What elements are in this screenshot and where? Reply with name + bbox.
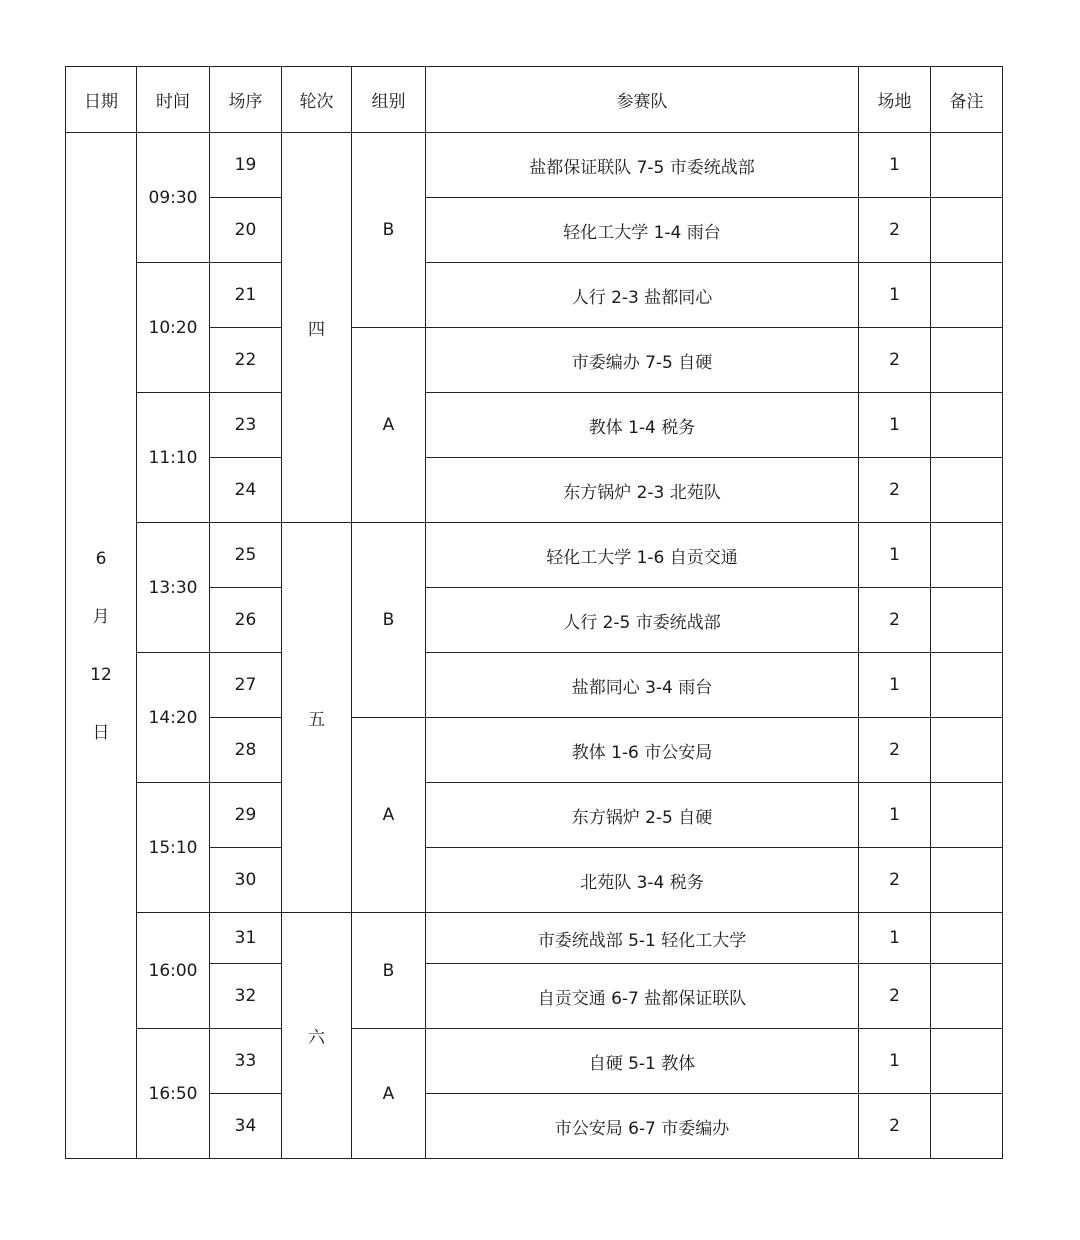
group-cell: B <box>352 133 426 328</box>
group-cell: B <box>352 913 426 1029</box>
match-teams: 盐都同心 3-4 雨台 <box>426 653 859 718</box>
match-note <box>931 913 1003 964</box>
match-field: 2 <box>859 964 931 1029</box>
match-field: 1 <box>859 133 931 198</box>
match-field: 2 <box>859 718 931 783</box>
match-no: 28 <box>210 718 282 783</box>
match-note <box>931 198 1003 263</box>
group-cell: A <box>352 718 426 913</box>
match-teams: 人行 2-3 盐都同心 <box>426 263 859 328</box>
group-cell: A <box>352 328 426 523</box>
match-field: 2 <box>859 588 931 653</box>
round-cell: 五 <box>282 523 352 913</box>
match-no: 26 <box>210 588 282 653</box>
table-row <box>66 653 1003 718</box>
round-cell: 六 <box>282 913 352 1159</box>
time-cell: 16:00 <box>137 913 210 1029</box>
match-teams: 市委统战部 5-1 轻化工大学 <box>426 913 859 964</box>
match-no: 20 <box>210 198 282 263</box>
group-cell: B <box>352 523 426 718</box>
match-note <box>931 263 1003 328</box>
match-teams: 教体 1-6 市公安局 <box>426 718 859 783</box>
time-cell: 15:10 <box>137 783 210 913</box>
match-field: 1 <box>859 1029 931 1094</box>
match-note <box>931 848 1003 913</box>
match-no: 23 <box>210 393 282 458</box>
match-teams: 东方锅炉 2-5 自硬 <box>426 783 859 848</box>
match-field: 1 <box>859 783 931 848</box>
table-row <box>66 263 1003 328</box>
match-note <box>931 393 1003 458</box>
table-row <box>66 913 1003 964</box>
header-teams: 参赛队 <box>426 67 859 133</box>
match-no: 31 <box>210 913 282 964</box>
match-teams: 轻化工大学 1-4 雨台 <box>426 198 859 263</box>
match-field: 2 <box>859 1094 931 1159</box>
match-note <box>931 133 1003 198</box>
time-cell: 11:10 <box>137 393 210 523</box>
group-cell: A <box>352 1029 426 1159</box>
match-no: 29 <box>210 783 282 848</box>
match-field: 2 <box>859 328 931 393</box>
table-row <box>66 1029 1003 1094</box>
match-teams: 盐都保证联队 7-5 市委统战部 <box>426 133 859 198</box>
match-no: 19 <box>210 133 282 198</box>
time-cell: 16:50 <box>137 1029 210 1159</box>
match-no: 21 <box>210 263 282 328</box>
match-note <box>931 523 1003 588</box>
time-cell: 10:20 <box>137 263 210 393</box>
table-row <box>66 783 1003 848</box>
time-cell: 09:30 <box>137 133 210 263</box>
match-teams: 市委编办 7-5 自硬 <box>426 328 859 393</box>
match-teams: 东方锅炉 2-3 北苑队 <box>426 458 859 523</box>
table-row <box>66 133 1003 198</box>
match-no: 33 <box>210 1029 282 1094</box>
match-schedule-table <box>65 66 1003 1159</box>
match-note <box>931 1094 1003 1159</box>
date-day-char: 日 <box>92 722 110 743</box>
match-note <box>931 458 1003 523</box>
match-no: 27 <box>210 653 282 718</box>
header-time: 时间 <box>137 67 210 133</box>
match-note <box>931 783 1003 848</box>
header-note: 备注 <box>931 67 1003 133</box>
match-note <box>931 964 1003 1029</box>
match-no: 34 <box>210 1094 282 1159</box>
match-teams: 自硬 5-1 教体 <box>426 1029 859 1094</box>
header-row <box>66 67 1003 133</box>
match-no: 32 <box>210 964 282 1029</box>
match-teams: 人行 2-5 市委统战部 <box>426 588 859 653</box>
match-note <box>931 718 1003 783</box>
match-note <box>931 653 1003 718</box>
match-teams: 北苑队 3-4 税务 <box>426 848 859 913</box>
date-month-char: 月 <box>92 606 110 627</box>
match-teams: 教体 1-4 税务 <box>426 393 859 458</box>
match-no: 22 <box>210 328 282 393</box>
time-cell: 13:30 <box>137 523 210 653</box>
match-field: 2 <box>859 458 931 523</box>
match-field: 1 <box>859 263 931 328</box>
match-no: 25 <box>210 523 282 588</box>
match-teams: 自贡交通 6-7 盐都保证联队 <box>426 964 859 1029</box>
match-field: 2 <box>859 198 931 263</box>
header-date: 日期 <box>66 67 137 133</box>
time-cell: 14:20 <box>137 653 210 783</box>
match-field: 1 <box>859 913 931 964</box>
match-no: 30 <box>210 848 282 913</box>
match-field: 2 <box>859 848 931 913</box>
date-month: 6 <box>95 548 107 569</box>
table-row <box>66 393 1003 458</box>
date-cell <box>66 133 137 1159</box>
table-row <box>66 523 1003 588</box>
round-cell: 四 <box>282 133 352 523</box>
header-field: 场地 <box>859 67 931 133</box>
header-group: 组别 <box>352 67 426 133</box>
match-no: 24 <box>210 458 282 523</box>
match-teams: 市公安局 6-7 市委编办 <box>426 1094 859 1159</box>
date-day: 12 <box>90 664 112 685</box>
match-teams: 轻化工大学 1-6 自贡交通 <box>426 523 859 588</box>
match-note <box>931 328 1003 393</box>
match-field: 1 <box>859 393 931 458</box>
match-note <box>931 1029 1003 1094</box>
header-match-no: 场序 <box>210 67 282 133</box>
match-field: 1 <box>859 523 931 588</box>
match-field: 1 <box>859 653 931 718</box>
header-round: 轮次 <box>282 67 352 133</box>
match-note <box>931 588 1003 653</box>
